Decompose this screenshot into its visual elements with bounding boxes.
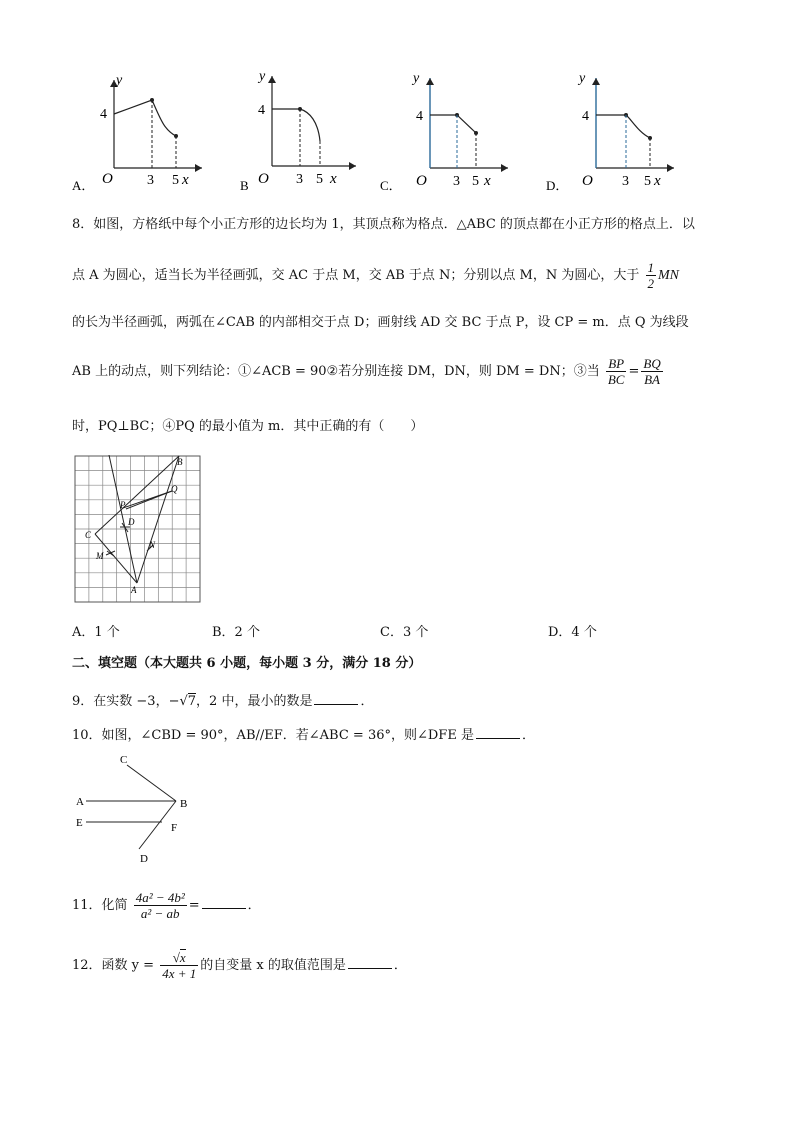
- q11-eq: =: [188, 898, 200, 913]
- q8-line-4: [72, 356, 665, 387]
- graph-a-svg: [72, 68, 212, 193]
- q8-mn: MN: [658, 268, 680, 283]
- tick-4: 4: [416, 109, 423, 124]
- label-e: E: [76, 817, 83, 829]
- q8-grid-figure: [74, 455, 202, 605]
- label-b: B: [180, 798, 188, 810]
- graph-option-b: [230, 66, 370, 191]
- q8-eq: =: [628, 364, 640, 379]
- tick-4: 4: [100, 107, 107, 122]
- graph-c-svg: [380, 68, 520, 193]
- axis-x-label: x: [654, 173, 661, 189]
- tick-3: 3: [453, 174, 460, 189]
- q12-pre: 12．函数 y =: [72, 958, 155, 973]
- frac-num: 1: [647, 260, 655, 275]
- frac-num: BQ: [643, 356, 661, 371]
- tick-5: 5: [644, 174, 651, 189]
- option-label: D．: [546, 178, 569, 193]
- q8-line-3: 的长为半径画弧，两弧在∠CAB 的内部相交于点 D；画射线 AD 交 BC 于点 P，设 CP = m．点 Q 为线段: [72, 315, 689, 330]
- frac-den: 4x + 1: [162, 966, 197, 981]
- axis-y-label: y: [259, 69, 266, 84]
- label-q: Q: [171, 484, 178, 494]
- label-p: P: [120, 500, 126, 510]
- label-a: A: [131, 585, 137, 595]
- tick-5: 5: [316, 172, 323, 187]
- q9-radicand: 7: [187, 694, 197, 709]
- option-label: B: [240, 178, 249, 191]
- q11-pre: 11．化简: [72, 898, 128, 913]
- tick-4: 4: [582, 109, 589, 124]
- q10-answer-blank[interactable]: [476, 727, 520, 739]
- q12-end: ．: [393, 958, 407, 973]
- q8-line-5: 时，PQ⊥BC；④PQ 的最小值为 m．其中正确的有（ ）: [72, 419, 424, 434]
- tick-5: 5: [472, 174, 479, 189]
- option-label: A．: [72, 178, 95, 193]
- tick-3: 3: [147, 173, 154, 188]
- q11-end: ．: [247, 898, 261, 913]
- q8-option-c: C．3 个: [380, 625, 429, 640]
- origin-label: O: [416, 173, 427, 189]
- tick-3: 3: [622, 174, 629, 189]
- q10-text: 10．如图，∠CBD = 90°，AB//EF．若∠ABC = 36°，则∠DFE 是: [72, 728, 474, 743]
- q11-fraction: [134, 890, 187, 921]
- q8-option-d: D．4 个: [548, 625, 597, 640]
- label-a: A: [76, 796, 84, 808]
- graph-option-a: [72, 68, 212, 193]
- q9: [72, 690, 373, 709]
- frac-den: BA: [644, 372, 660, 387]
- grid-figure-svg: [74, 455, 202, 605]
- q8-option-a: A．1 个: [72, 625, 120, 640]
- tick-4: 4: [258, 103, 265, 118]
- q12: [72, 950, 407, 981]
- q10-figure-svg: [72, 752, 202, 867]
- axis-y-label: y: [413, 71, 420, 86]
- q11-answer-blank[interactable]: [202, 897, 246, 909]
- q8-line-1: 8．如图，方格纸中每个小正方形的边长均为 1，其顶点称为格点．△ABC 的顶点都在小正方形的格点上．以: [72, 217, 695, 232]
- q8-line-2-text: 点 A 为圆心，适当长为半径画弧，交 AC 于点 M，交 AB 于点 N；分别以点 M，N 为圆心，大于: [72, 268, 640, 283]
- origin-label: O: [582, 173, 593, 189]
- q12-post: 的自变量 x 的取值范围是: [200, 958, 346, 973]
- q10-figure: [72, 752, 202, 867]
- frac-den: BC: [607, 372, 625, 387]
- frac-num: BP: [606, 356, 627, 372]
- axis-x-label: x: [330, 171, 337, 187]
- q8-frac-bp-bc: [606, 356, 627, 387]
- axis-y-label: y: [116, 73, 123, 88]
- tick-5: 5: [172, 173, 179, 188]
- origin-label: O: [258, 171, 269, 187]
- q10: [72, 724, 535, 743]
- label-c: C: [85, 530, 92, 540]
- q9-answer-blank[interactable]: [314, 693, 358, 705]
- graph-option-c: [380, 68, 520, 193]
- graph-d-svg: [546, 68, 686, 193]
- section-2-heading: 二、填空题（本大题共 6 小题，每小题 3 分，满分 18 分）: [72, 656, 422, 671]
- q12-fraction: [160, 950, 198, 981]
- frac-den: 2: [647, 276, 655, 291]
- graph-option-d: [546, 68, 686, 193]
- option-label: C．: [380, 178, 402, 193]
- frac-num: 4a² − 4b²: [135, 890, 185, 905]
- axis-x-label: x: [182, 172, 189, 188]
- label-n: N: [149, 540, 156, 550]
- tick-3: 3: [296, 172, 303, 187]
- sqrt-sign: √: [179, 694, 188, 709]
- q9-end: ．: [360, 694, 374, 709]
- sqrt-sign: √: [172, 950, 180, 965]
- graph-b-svg: [230, 66, 370, 191]
- origin-label: O: [102, 171, 113, 187]
- q9-post: ，2 中，最小的数是: [196, 694, 313, 709]
- q8-option-b: B．2 个: [212, 625, 260, 640]
- q8-frac-bq-ba: [641, 356, 662, 387]
- axis-x-label: x: [484, 173, 491, 189]
- label-c: C: [120, 754, 128, 766]
- q8-half-fraction: [646, 260, 657, 291]
- q12-answer-blank[interactable]: [348, 957, 392, 969]
- q11: [72, 890, 261, 921]
- frac-den: a² − ab: [140, 906, 180, 921]
- label-m: M: [96, 551, 104, 561]
- q9-pre: 9．在实数 −3，−: [72, 694, 180, 709]
- label-f: F: [171, 822, 178, 834]
- q8-line-2: [72, 260, 679, 291]
- q10-end: ．: [521, 728, 535, 743]
- q8-line-4-text: AB 上的动点，则下列结论：①∠ACB = 90②若分别连接 DM，DN，则 DM = DN；③当: [72, 364, 600, 379]
- label-b: B: [177, 457, 183, 467]
- axis-y-label: y: [579, 71, 586, 86]
- frac-num: [160, 950, 198, 966]
- q12-radicand: x: [179, 950, 186, 965]
- label-d: D: [140, 853, 148, 865]
- label-d: D: [128, 517, 135, 527]
